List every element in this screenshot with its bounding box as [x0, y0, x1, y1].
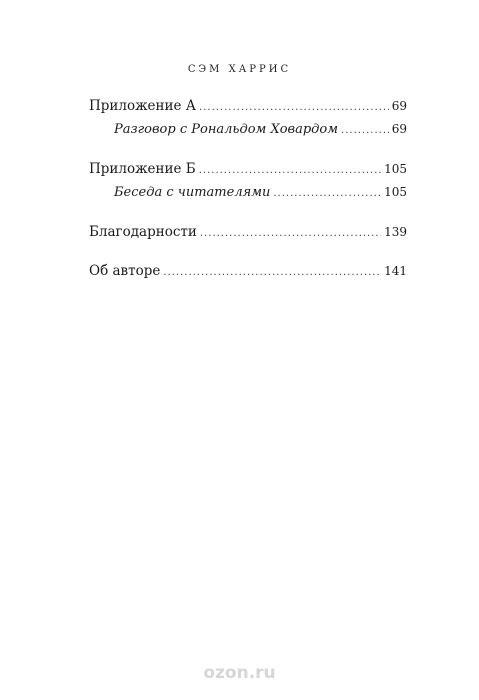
dot-leader	[341, 125, 389, 136]
toc-entry-conversation	[89, 122, 407, 146]
table-of-contents	[89, 98, 407, 287]
toc-entry-acknowledgements	[89, 224, 407, 248]
toc-entry-title: Благодарности	[89, 224, 197, 240]
dot-leader	[199, 102, 389, 113]
toc-entry-page: 139	[384, 225, 407, 239]
dot-leader	[199, 165, 381, 176]
dot-leader	[273, 188, 381, 199]
toc-entry-reader-talk	[89, 185, 407, 209]
dot-leader	[200, 228, 381, 239]
toc-entry-page: 141	[384, 264, 407, 278]
toc-entry-title: Приложение Б	[89, 161, 196, 177]
watermark: ozon.ru	[203, 663, 276, 683]
dot-leader	[163, 267, 381, 278]
toc-entry-appendix-a	[89, 98, 407, 122]
toc-entry-page: 69	[391, 99, 407, 113]
toc-entry-page: 105	[384, 185, 407, 199]
running-header-author: СЭМ ХАРРИС	[187, 64, 292, 75]
toc-entry-title: Об авторе	[89, 263, 161, 279]
toc-entry-title: Приложение А	[89, 98, 197, 114]
toc-entry-page: 69	[391, 122, 407, 136]
toc-entry-appendix-b	[89, 161, 407, 185]
toc-entry-page: 105	[384, 162, 407, 176]
toc-entry-title: Беседа с читателями	[114, 185, 271, 200]
toc-entry-about-author	[89, 263, 407, 287]
toc-entry-title: Разговор с Рональдом Ховардом	[114, 122, 339, 137]
